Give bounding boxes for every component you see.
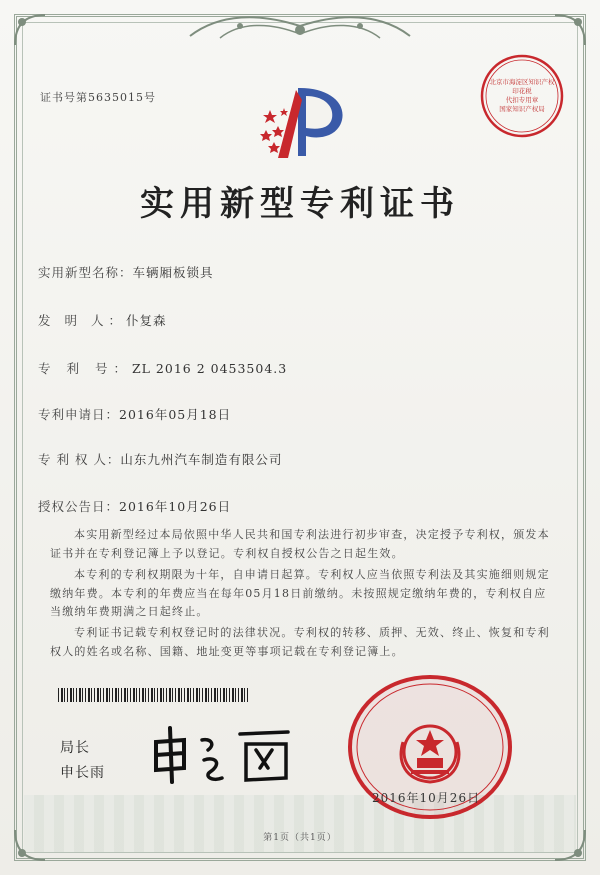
- handwritten-signature-icon: [150, 720, 295, 790]
- seal-line: 国家知识产权局: [499, 105, 545, 114]
- director-name: 申长雨: [60, 765, 105, 781]
- certificate-number: 证书号第5635015号: [40, 91, 156, 104]
- top-ornament-icon: [180, 8, 420, 48]
- field-label: 授权公告日：: [38, 499, 120, 514]
- corner-ornament-icon: [10, 10, 50, 50]
- field-grant-date: [38, 497, 231, 515]
- issue-date: 2016年10月26日: [372, 791, 481, 805]
- field-value: 车辆厢板锁具: [132, 265, 214, 280]
- corner-ornament-icon: [550, 10, 590, 50]
- seal-line: 代扣专用章: [505, 96, 539, 104]
- field-filing-date: [38, 405, 231, 423]
- field-label: 专 利 权 人：: [38, 452, 121, 467]
- paragraph-grant: 本实用新型经过本局依照中华人民共和国专利法进行初步审查，决定授予专利权，颁发本证书并在专利登记簿上予以登记。专利权自授权公告之日起生效。: [50, 528, 550, 560]
- certificate-title: 实用新型专利证书: [140, 184, 460, 224]
- field-label: 实用新型名称：: [38, 265, 133, 280]
- field-inventor: [38, 311, 166, 329]
- field-label: 专利申请日：: [38, 407, 120, 422]
- field-label: 发 明 人：: [38, 313, 126, 328]
- patent-office-logo-icon: [258, 80, 350, 160]
- field-label: 专 利 号：: [38, 361, 132, 376]
- seal-line: 印花税: [512, 86, 532, 95]
- director-title: 局长: [60, 740, 90, 756]
- page-number: 第1页（共1页）: [263, 833, 337, 843]
- seal-line: 北京市海淀区知识产权: [489, 77, 555, 86]
- field-value: 2016年10月26日: [119, 499, 232, 514]
- tax-seal: [478, 52, 566, 140]
- field-value: 2016年05月18日: [119, 407, 232, 422]
- paragraph-record: 专利证书记载专利权登记时的法律状况。专利权的转移、质押、无效、终止、恢复和专利权人的姓名或名称、国籍、地址变更等事项记载在专利登记簿上。: [50, 626, 550, 658]
- field-patentee: [38, 450, 282, 468]
- field-value: ZL 2016 2 0453504.3: [131, 361, 288, 376]
- field-patent-number: [38, 359, 287, 377]
- field-value: 山东九州汽车制造有限公司: [120, 452, 283, 467]
- paragraph-term: 本专利的专利权期限为十年，自申请日起算。专利权人应当依照专利法及其实施细则规定缴纳年费。本专利的年费应当在每年05月18日前缴纳。未按照规定缴纳年费的，专利权自应当缴纳年费期满之日起终止。: [50, 568, 550, 618]
- field-value: 仆复森: [125, 313, 167, 328]
- barcode-icon: [58, 688, 248, 702]
- field-utility-name: [38, 263, 214, 281]
